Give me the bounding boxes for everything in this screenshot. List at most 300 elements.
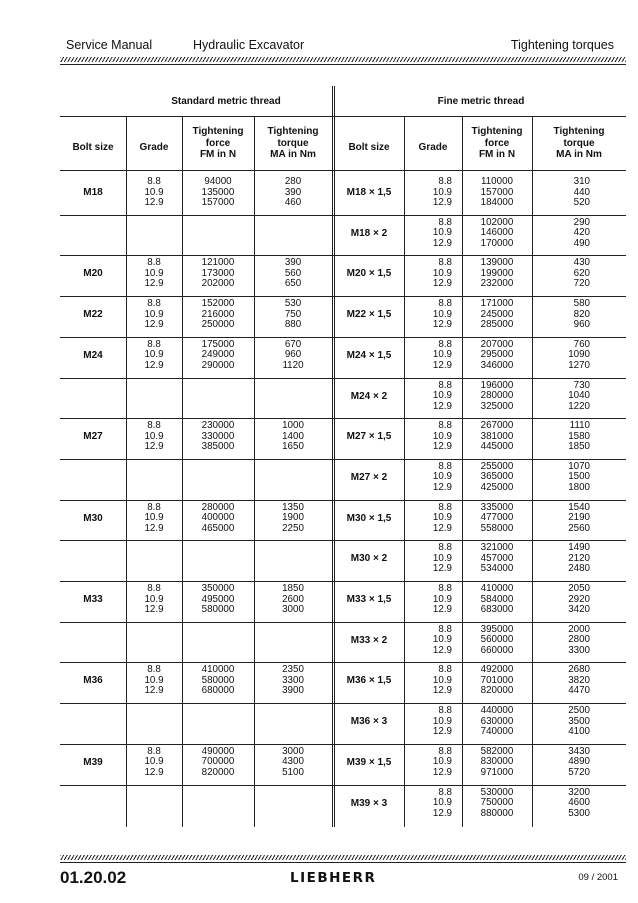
- fine-grade: [404, 584, 452, 616]
- fine-force-value: 207000: [480, 338, 514, 350]
- std-torque-value: 4300: [282, 756, 304, 768]
- fine-force-value: 146000: [480, 227, 514, 239]
- table-row: [60, 582, 626, 623]
- fine-torque-value: 3420: [568, 604, 590, 615]
- fine-torque: [532, 625, 590, 657]
- fine-grade-value: 12.9: [432, 400, 452, 412]
- fine-torque: [532, 218, 590, 250]
- fine-force: [462, 340, 532, 372]
- machine-title: Hydraulic Excavator: [193, 38, 305, 52]
- std-force: [182, 421, 254, 453]
- std-torque-value: 530: [284, 298, 302, 310]
- fine-torque-value: 1540: [568, 501, 590, 513]
- fine-force-value: 880000: [480, 807, 514, 819]
- fine-bolt-size: M24 × 2: [350, 390, 388, 402]
- fine-force-value: 171000: [480, 298, 514, 310]
- std-torque-value: 1400: [282, 430, 304, 442]
- grid-hline-row: [60, 540, 626, 541]
- fine-force-value: 267000: [480, 420, 514, 432]
- table-row: [60, 338, 626, 379]
- std-force-value: 820000: [201, 766, 235, 778]
- page-number: 01.20.02: [60, 868, 127, 887]
- fine-force-value: 335000: [480, 501, 514, 513]
- grid-hline-top: [60, 116, 626, 117]
- fine-grade-value: 10.9: [432, 512, 452, 524]
- fine-force: [462, 543, 532, 575]
- fine-force-value: 365000: [480, 471, 514, 483]
- fine-grade: [404, 788, 452, 820]
- std-force-value: 400000: [201, 512, 235, 524]
- std-grade: [126, 340, 182, 372]
- fine-torque-value: 1220: [568, 400, 590, 412]
- std-torque: [254, 299, 332, 331]
- col-fine-force-l1: Tightening: [471, 126, 523, 137]
- fine-torque-value: 2000: [568, 623, 590, 635]
- fine-torque-value: 440: [573, 186, 590, 198]
- fine-torque-value: 2120: [568, 552, 590, 564]
- std-force: [182, 299, 254, 331]
- fine-grade-value: 8.8: [438, 176, 452, 187]
- table-row: [60, 460, 626, 501]
- grid-hline-row: [60, 337, 626, 338]
- std-torque-value: 1000: [282, 420, 304, 432]
- fine-force-value: 196000: [480, 379, 514, 391]
- fine-grade-value: 12.9: [432, 766, 452, 778]
- fine-grade-value: 8.8: [438, 542, 452, 554]
- fine-grade: [404, 462, 452, 494]
- grid-vline: [462, 116, 463, 827]
- header-rule-line: [60, 64, 626, 65]
- fine-grade-value: 8.8: [438, 420, 452, 432]
- fine-bolt-size: M30 × 1,5: [346, 512, 392, 524]
- std-grade-value: 10.9: [144, 674, 164, 686]
- fine-force-value: 630000: [480, 715, 514, 727]
- table-row: [60, 623, 626, 664]
- std-grade-value: 8.8: [147, 298, 161, 310]
- fine-torque-value: 580: [573, 298, 590, 310]
- fine-force-value: 584000: [480, 593, 514, 605]
- fine-torque: [532, 543, 590, 575]
- fine-torque: [532, 177, 590, 209]
- fine-torque-value: 3300: [568, 644, 590, 656]
- std-torque-value: 3000: [282, 745, 304, 757]
- col-std-force: [182, 126, 254, 161]
- table-row: [60, 175, 626, 216]
- fine-torque: [532, 584, 590, 616]
- fine-force-value: 321000: [480, 542, 514, 554]
- fine-torque-value: 1110: [569, 420, 590, 432]
- grid-vline: [254, 116, 255, 827]
- std-force: [182, 584, 254, 616]
- fine-torque-value: 620: [573, 267, 590, 279]
- fine-force: [462, 584, 532, 616]
- fine-bolt-size: M36 × 3: [350, 716, 388, 728]
- std-torque-value: 1850: [282, 583, 304, 594]
- fine-grade-value: 12.9: [432, 644, 452, 656]
- fine-bolt-size: M36 × 1,5: [346, 675, 392, 687]
- col-std-force-l3: FM in N: [199, 149, 237, 160]
- fine-torque-value: 3820: [568, 674, 590, 686]
- fine-force-value: 457000: [480, 552, 514, 564]
- fine-grade-value: 12.9: [432, 319, 452, 331]
- grid-hline-row: [60, 581, 626, 582]
- fine-grade-value: 8.8: [438, 257, 452, 269]
- std-force-value: 330000: [201, 430, 235, 442]
- fine-bolt-size: M30 × 2: [350, 553, 388, 565]
- fine-grade: [404, 340, 452, 372]
- fine-torque: [532, 503, 590, 535]
- fine-torque: [532, 421, 590, 453]
- std-grade: [126, 258, 182, 290]
- fine-grade: [404, 299, 452, 331]
- std-grade-value: 12.9: [144, 522, 164, 534]
- std-bolt-size: M18: [83, 187, 103, 198]
- fine-force-value: 440000: [480, 705, 514, 717]
- std-grade-value: 8.8: [147, 583, 161, 594]
- fine-bolt-size: M20 × 1,5: [346, 268, 392, 280]
- col-std-bolt: Bolt size: [72, 142, 114, 153]
- fine-bolt-size: M39 × 1,5: [346, 756, 392, 768]
- fine-force-value: 325000: [480, 400, 514, 412]
- table-row: [60, 216, 626, 257]
- fine-force: [462, 177, 532, 209]
- std-torque-value: 2600: [282, 593, 304, 605]
- fine-grade-value: 8.8: [438, 379, 452, 391]
- fine-grade-value: 12.9: [432, 237, 452, 249]
- col-fine-force: [462, 126, 532, 161]
- fine-grade-value: 12.9: [432, 359, 452, 371]
- fine-torque-value: 1800: [568, 481, 590, 493]
- fine-torque-value: 5300: [568, 807, 590, 819]
- fine-torque-value: 2190: [568, 512, 590, 524]
- fine-grade-value: 10.9: [432, 267, 452, 279]
- std-grade-value: 12.9: [144, 359, 164, 371]
- std-force-value: 121000: [201, 257, 235, 269]
- header-rule: [60, 57, 626, 62]
- fine-force-value: 582000: [480, 745, 514, 757]
- std-force-value: 410000: [201, 664, 235, 676]
- fine-torque: [532, 299, 590, 331]
- std-torque-value: 750: [284, 308, 302, 320]
- fine-grade-value: 8.8: [438, 786, 452, 798]
- fine-force: [462, 462, 532, 494]
- fine-torque: [532, 381, 590, 413]
- std-grade-value: 12.9: [144, 319, 164, 331]
- table-row: [60, 419, 626, 460]
- fine-force-value: 199000: [480, 267, 514, 279]
- fine-force-value: 157000: [480, 186, 514, 198]
- fine-force-value: 820000: [480, 685, 514, 697]
- std-torque-value: 1650: [282, 441, 304, 453]
- std-torque-value: 5100: [282, 766, 304, 778]
- std-force-value: 250000: [201, 319, 235, 331]
- fine-torque-value: 3200: [568, 786, 590, 798]
- std-torque-value: 650: [284, 278, 302, 290]
- fine-torque-value: 2560: [568, 522, 590, 534]
- fine-grade: [404, 177, 452, 209]
- col-fine-grade: Grade: [418, 142, 448, 153]
- fine-force: [462, 665, 532, 697]
- fine-force-value: 346000: [480, 359, 514, 371]
- std-grade-value: 10.9: [144, 593, 164, 605]
- fine-torque-value: 490: [573, 237, 590, 249]
- grid-hline-row: [60, 703, 626, 704]
- fine-grade: [404, 665, 452, 697]
- fine-torque-value: 1040: [568, 390, 590, 401]
- fine-force-value: 683000: [480, 604, 514, 615]
- fine-force-value: 280000: [480, 390, 514, 401]
- torque-table: [60, 80, 626, 828]
- std-force-value: 290000: [201, 359, 235, 371]
- fine-force-value: 102000: [480, 216, 514, 228]
- fine-force-value: 660000: [480, 644, 514, 656]
- std-bolt-size: M30: [83, 512, 103, 524]
- table-row: [60, 297, 626, 338]
- fine-grade: [404, 543, 452, 575]
- fine-force: [462, 421, 532, 453]
- std-force-value: 216000: [201, 308, 235, 320]
- std-grade-value: 10.9: [144, 267, 164, 279]
- fine-grade-value: 12.9: [432, 278, 452, 290]
- std-torque-value: 3000: [282, 604, 304, 615]
- grid-vline: [334, 86, 335, 827]
- manual-title: Service Manual: [66, 38, 153, 52]
- std-torque-value: 560: [284, 267, 302, 279]
- fine-force-value: 184000: [480, 197, 514, 208]
- std-grade-value: 12.9: [144, 278, 164, 290]
- fine-grade-value: 10.9: [432, 349, 452, 361]
- fine-bolt-size: M22 × 1,5: [346, 309, 392, 321]
- fine-torque-value: 1090: [568, 349, 590, 361]
- fine-force: [462, 625, 532, 657]
- std-grade-value: 8.8: [147, 257, 161, 269]
- std-force-value: 350000: [201, 583, 235, 594]
- std-torque-value: 390: [284, 257, 302, 269]
- fine-grade: [404, 503, 452, 535]
- std-bolt-size: M33: [83, 594, 103, 605]
- footer-rule-line: [60, 862, 626, 863]
- section-fine: Fine metric thread: [437, 96, 525, 107]
- std-force-value: 700000: [201, 756, 235, 768]
- std-force-value: 280000: [201, 501, 235, 513]
- fine-torque-value: 310: [573, 176, 590, 187]
- fine-torque-value: 3430: [568, 745, 590, 757]
- grid-hline-row: [60, 500, 626, 501]
- std-bolt-size: M22: [83, 309, 103, 321]
- std-bolt-size: M36: [83, 675, 103, 687]
- std-bolt-size: M24: [83, 349, 103, 361]
- fine-force: [462, 381, 532, 413]
- std-bolt-size: M27: [83, 431, 103, 443]
- fine-grade-value: 8.8: [438, 623, 452, 635]
- std-torque: [254, 747, 332, 779]
- std-torque-value: 2350: [282, 664, 304, 676]
- std-grade-value: 8.8: [147, 420, 161, 432]
- fine-torque: [532, 788, 590, 820]
- std-torque: [254, 258, 332, 290]
- fine-grade-value: 12.9: [432, 522, 452, 534]
- fine-grade-value: 10.9: [432, 593, 452, 605]
- fine-grade-value: 10.9: [432, 430, 452, 442]
- col-std-torque-l2: torque: [277, 137, 309, 149]
- std-grade-value: 12.9: [144, 197, 164, 208]
- col-std-force-l1: Tightening: [192, 126, 244, 137]
- std-grade-value: 12.9: [144, 441, 164, 453]
- std-grade: [126, 665, 182, 697]
- fine-grade-value: 8.8: [438, 705, 452, 717]
- std-grade-value: 8.8: [147, 338, 161, 350]
- table-row: [60, 256, 626, 297]
- std-force: [182, 503, 254, 535]
- fine-force-value: 558000: [480, 522, 514, 534]
- fine-grade-value: 12.9: [432, 481, 452, 493]
- fine-torque-value: 4600: [568, 797, 590, 808]
- grid-hline-row: [60, 215, 626, 216]
- fine-bolt-size: M27 × 1,5: [346, 431, 392, 443]
- table-row: [60, 704, 626, 745]
- std-torque-value: 880: [284, 319, 302, 331]
- fine-grade: [404, 258, 452, 290]
- fine-force-value: 750000: [480, 797, 514, 808]
- fine-torque-value: 2480: [568, 563, 590, 575]
- std-grade-value: 8.8: [147, 176, 161, 187]
- std-force-value: 495000: [201, 593, 235, 605]
- fine-grade-value: 8.8: [438, 460, 452, 472]
- fine-torque-value: 960: [573, 319, 590, 331]
- grid-vline: [126, 116, 127, 827]
- fine-grade-value: 10.9: [432, 674, 452, 686]
- grid-hline-row: [60, 662, 626, 663]
- col-std-torque-l3: MA in Nm: [270, 149, 316, 160]
- col-std-torque-l1: Tightening: [267, 126, 319, 137]
- fine-torque-value: 730: [573, 379, 590, 391]
- std-force-value: 152000: [201, 298, 235, 310]
- fine-force-value: 395000: [480, 623, 514, 635]
- std-torque: [254, 340, 332, 372]
- std-grade: [126, 299, 182, 331]
- fine-torque-value: 2050: [568, 583, 590, 594]
- std-torque: [254, 665, 332, 697]
- std-force-value: 580000: [201, 604, 235, 615]
- issue-date: 09 / 2001: [578, 872, 618, 883]
- std-grade-value: 8.8: [147, 664, 161, 676]
- std-force-value: 175000: [201, 338, 235, 350]
- std-torque: [254, 584, 332, 616]
- fine-torque: [532, 258, 590, 290]
- fine-torque: [532, 665, 590, 697]
- fine-force-value: 971000: [480, 766, 514, 778]
- fine-torque: [532, 340, 590, 372]
- grid-vline: [332, 86, 333, 827]
- fine-force: [462, 747, 532, 779]
- fine-grade-value: 8.8: [438, 298, 452, 310]
- grid-hline-header: [60, 170, 626, 171]
- fine-torque-value: 1850: [568, 441, 590, 453]
- table-row: [60, 501, 626, 542]
- fine-force-value: 255000: [480, 460, 514, 472]
- fine-torque-value: 520: [573, 197, 590, 208]
- std-force-value: 385000: [201, 441, 235, 453]
- col-fine-torque-l3: MA in Nm: [556, 149, 602, 160]
- fine-grade-value: 8.8: [438, 745, 452, 757]
- std-force-value: 249000: [201, 349, 235, 361]
- col-fine-torque: [532, 126, 626, 161]
- std-grade: [126, 177, 182, 209]
- fine-torque-value: 760: [573, 338, 590, 350]
- fine-force-value: 477000: [480, 512, 514, 524]
- std-torque-value: 670: [284, 338, 302, 350]
- fine-torque-value: 1490: [568, 542, 590, 554]
- fine-grade-value: 10.9: [432, 715, 452, 727]
- std-torque: [254, 177, 332, 209]
- std-torque-value: 1350: [282, 501, 304, 513]
- fine-force-value: 425000: [480, 481, 514, 493]
- col-fine-torque-l2: torque: [563, 137, 595, 149]
- std-grade-value: 12.9: [144, 766, 164, 778]
- std-bolt-size: M39: [83, 756, 103, 768]
- grid-hline-row: [60, 744, 626, 745]
- fine-torque-value: 820: [573, 308, 590, 320]
- fine-force-value: 445000: [480, 441, 514, 453]
- fine-torque-value: 1070: [568, 460, 590, 472]
- col-fine-force-l2: force: [484, 137, 510, 149]
- fine-bolt-size: M27 × 2: [350, 471, 388, 483]
- grid-hline-row: [60, 378, 626, 379]
- std-force-value: 157000: [201, 197, 235, 208]
- std-force: [182, 177, 254, 209]
- fine-grade-value: 10.9: [432, 186, 452, 198]
- fine-torque-value: 2680: [568, 664, 590, 676]
- fine-grade: [404, 421, 452, 453]
- fine-torque-value: 4890: [568, 756, 590, 768]
- fine-grade: [404, 218, 452, 250]
- grid-hline-row: [60, 296, 626, 297]
- fine-force: [462, 299, 532, 331]
- std-torque-value: 390: [284, 186, 302, 198]
- fine-force-value: 139000: [480, 257, 514, 269]
- std-grade-value: 12.9: [144, 604, 164, 615]
- brand-logo: LIEBHERR: [290, 870, 377, 886]
- fine-grade-value: 10.9: [432, 756, 452, 768]
- std-force-value: 465000: [201, 522, 235, 534]
- std-grade-value: 8.8: [147, 745, 161, 757]
- std-force: [182, 258, 254, 290]
- grid-vline: [404, 116, 405, 827]
- fine-force: [462, 218, 532, 250]
- std-grade: [126, 503, 182, 535]
- std-force-value: 230000: [201, 420, 235, 432]
- fine-grade-value: 8.8: [438, 583, 452, 594]
- table-row: [60, 541, 626, 582]
- fine-grade-value: 12.9: [432, 197, 452, 208]
- fine-torque-value: 1270: [568, 359, 590, 371]
- fine-bolt-size: M18 × 1,5: [346, 187, 392, 198]
- fine-force-value: 492000: [480, 664, 514, 676]
- fine-torque-value: 720: [573, 278, 590, 290]
- fine-torque-value: 2920: [568, 593, 590, 605]
- table-row: [60, 745, 626, 786]
- fine-torque: [532, 747, 590, 779]
- fine-grade-value: 12.9: [432, 441, 452, 453]
- fine-torque-value: 290: [573, 216, 590, 228]
- col-std-force-l2: force: [205, 137, 231, 149]
- std-grade-value: 10.9: [144, 430, 164, 442]
- grid-hline-row: [60, 785, 626, 786]
- col-std-torque: [254, 126, 332, 161]
- fine-force-value: 410000: [480, 583, 514, 594]
- fine-force-value: 701000: [480, 674, 514, 686]
- std-grade-value: 10.9: [144, 512, 164, 524]
